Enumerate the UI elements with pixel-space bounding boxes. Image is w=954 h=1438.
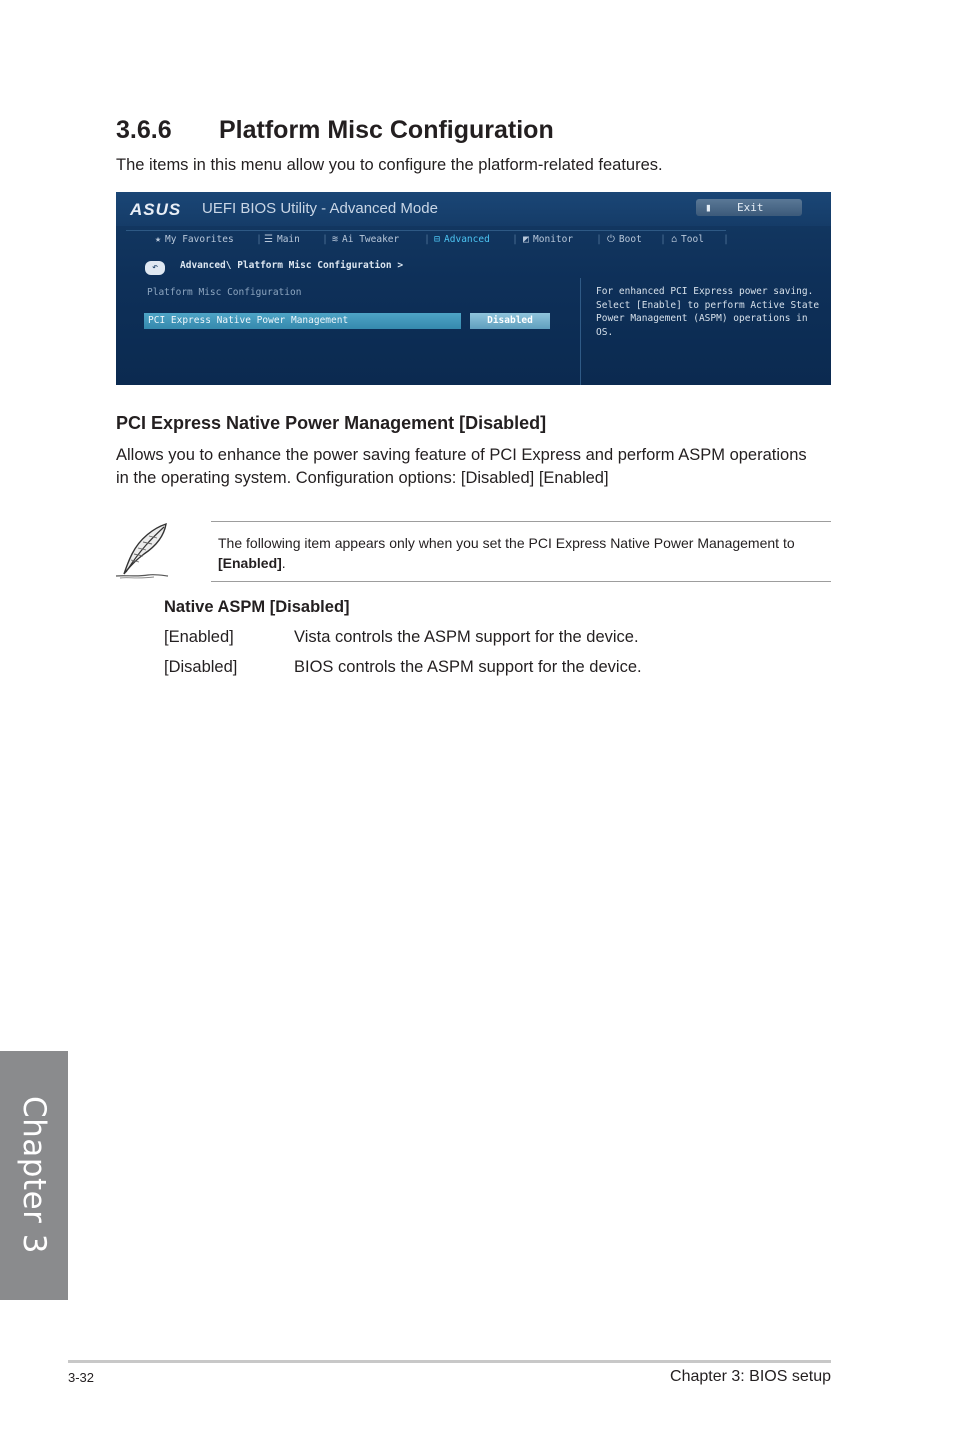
exit-label: Exit: [737, 201, 764, 214]
tab-label: Main: [276, 234, 300, 245]
tab-advanced[interactable]: [434, 234, 490, 245]
bios-menu-bar: [126, 230, 730, 251]
bios-help-text: For enhanced PCI Express power saving. Select [Enable] to perform Active State Power Management (ASPM) operations in OS.: [596, 286, 820, 338]
item-heading: PCI Express Native Power Management [Disabled]: [116, 413, 547, 433]
pci-express-native-power-value[interactable]: Disabled: [470, 313, 550, 329]
tab-main[interactable]: [264, 234, 300, 245]
pci-express-native-power-item[interactable]: PCI Express Native Power Management: [144, 313, 461, 329]
bios-help-divider: [580, 278, 581, 385]
tab-label: My Favorites: [165, 234, 234, 245]
exit-icon: ▮: [705, 201, 712, 214]
tab-label: Advanced: [444, 234, 490, 245]
option-key: [Disabled]: [164, 658, 238, 676]
footer-chapter: Chapter 3: BIOS setup: [670, 1368, 831, 1385]
tool-icon: ⌂: [671, 234, 678, 245]
advanced-icon: ⊟: [434, 234, 441, 245]
power-icon: ⏻: [607, 234, 615, 245]
tab-label: Tool: [681, 234, 704, 245]
tab-monitor[interactable]: [523, 234, 573, 245]
menu-separator: |: [512, 234, 519, 245]
tab-label: Boot: [618, 234, 642, 245]
item-description: Allows you to enhance the power saving feature of PCI Express and perform ASPM operations in the operating system. Configuration options: [Disabled] [Enabled]: [116, 446, 807, 487]
bios-screenshot: [116, 192, 831, 385]
note-rule-top: [211, 521, 831, 522]
back-button[interactable]: [145, 261, 165, 275]
section-heading: [116, 116, 554, 145]
chapter-tab-label: Chapter 3: [16, 1095, 52, 1255]
bios-group-label: Platform Misc Configuration: [147, 287, 302, 298]
tweaker-icon: ≋: [332, 234, 339, 245]
bios-title: UEFI BIOS Utility - Advanced Mode: [202, 200, 438, 217]
note-emphasis: [Enabled]: [218, 555, 282, 571]
chapter-tab: [0, 1051, 68, 1300]
note-rule-bottom: [211, 581, 831, 582]
tab-tool[interactable]: [671, 234, 704, 245]
note-end: .: [281, 555, 286, 571]
exit-button[interactable]: [696, 199, 802, 216]
page-number: 3-32: [68, 1370, 95, 1385]
back-arrow-icon: ↶: [151, 262, 159, 273]
tab-ai-tweaker[interactable]: [332, 234, 399, 245]
menu-separator: |: [424, 234, 431, 245]
list-icon: ☰: [264, 234, 273, 245]
footer-rule: [68, 1360, 831, 1363]
feather-pen-icon: [114, 520, 174, 580]
tab-label: Monitor: [533, 234, 574, 245]
note-text: [218, 533, 830, 573]
menu-separator: |: [723, 234, 730, 245]
section-intro: The items in this menu allow you to configure the platform-related features.: [116, 156, 663, 174]
bios-breadcrumb: Advanced\ Platform Misc Configuration >: [180, 260, 404, 271]
option-description: Vista controls the ASPM support for the device.: [294, 628, 639, 646]
note-body: The following item appears only when you set the PCI Express Native Power Management to: [218, 535, 795, 551]
menu-separator: |: [660, 234, 667, 245]
sub-item-heading: Native ASPM [Disabled]: [164, 598, 350, 616]
section-number: 3.6.6: [116, 116, 172, 144]
monitor-icon: ◩: [523, 234, 530, 245]
tab-my-favorites[interactable]: [155, 234, 234, 245]
star-icon: ★: [155, 234, 162, 245]
section-title: Platform Misc Configuration: [219, 116, 554, 144]
asus-logo: ASUS: [130, 200, 182, 219]
tab-boot[interactable]: [607, 234, 642, 245]
option-description: BIOS controls the ASPM support for the device.: [294, 658, 642, 676]
option-key: [Enabled]: [164, 628, 234, 646]
tab-label: Ai Tweaker: [342, 234, 400, 245]
menu-separator: |: [596, 234, 603, 245]
menu-separator: |: [322, 234, 329, 245]
menu-separator: |: [256, 234, 263, 245]
